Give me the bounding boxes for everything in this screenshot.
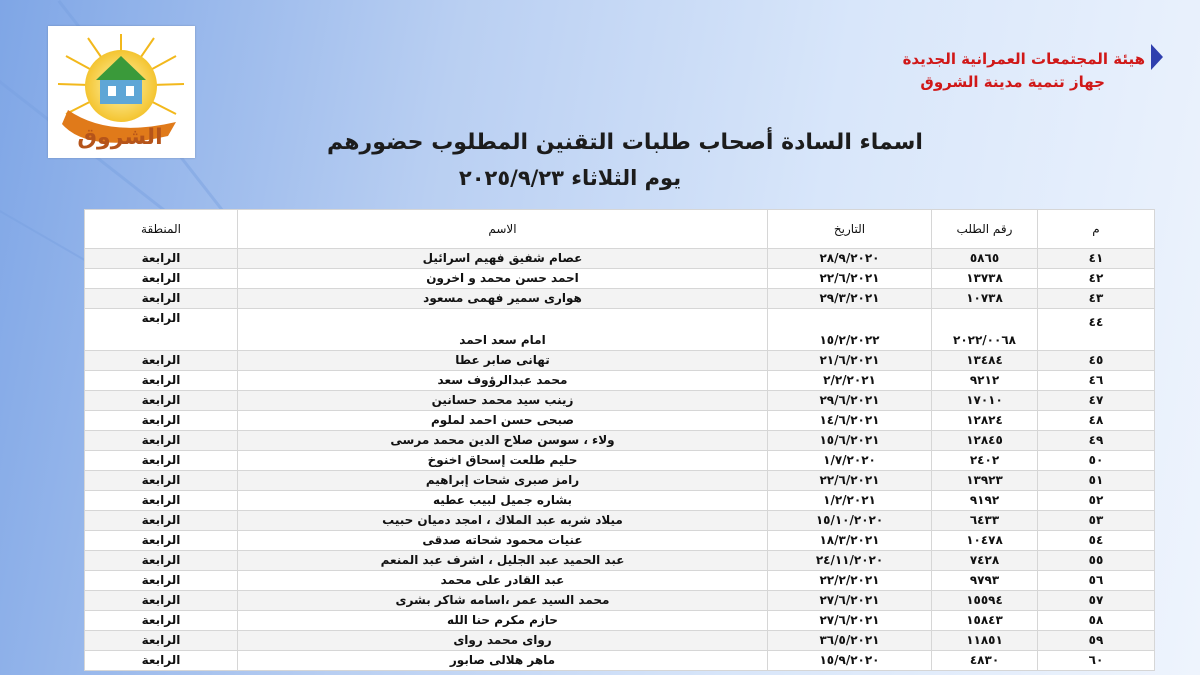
table-row — [85, 249, 1155, 269]
applicant-name: رامز صبرى شحات إبراهيم — [238, 471, 768, 491]
table-row — [85, 309, 1155, 351]
attendees-table — [84, 209, 1154, 671]
request-date: ٢٩/٦/٢٠٢١ — [768, 391, 932, 411]
applicant-name: عنيات محمود شحاته صدقى — [238, 531, 768, 551]
applicant-name: هوارى سمير فهمى مسعود — [238, 289, 768, 309]
applicant-name: رواى محمد رواى — [238, 631, 768, 651]
request-number: ١٢٨٤٥ — [932, 431, 1038, 451]
request-date: ٢٢/٢/٢٠٢١ — [768, 571, 932, 591]
area-name: الرابعة — [85, 471, 238, 491]
table-row — [85, 289, 1155, 309]
area-name: الرابعة — [85, 511, 238, 531]
request-date: ٢٩/٣/٢٠٢١ — [768, 289, 932, 309]
row-number: ٤٢ — [1038, 269, 1155, 289]
row-number: ٥٥ — [1038, 551, 1155, 571]
request-number: ٩١٩٢ — [932, 491, 1038, 511]
area-name: الرابعة — [85, 451, 238, 471]
area-name: الرابعة — [85, 531, 238, 551]
table-row — [85, 411, 1155, 431]
applicant-name: حازم مكرم حنا الله — [238, 611, 768, 631]
request-date: ٢٢/٦/٢٠٢١ — [768, 471, 932, 491]
area-name: الرابعة — [85, 591, 238, 611]
request-number: ٢٤٠٢ — [932, 451, 1038, 471]
request-date: ٢١/٦/٢٠٢١ — [768, 351, 932, 371]
column-header-area: المنطقة — [85, 210, 238, 249]
table-row — [85, 531, 1155, 551]
logo — [48, 26, 195, 158]
request-number: ١٠٤٧٨ — [932, 531, 1038, 551]
area-name: الرابعة — [85, 651, 238, 671]
applicant-name: ميلاد شربه عبد الملاك ، امجد دميان حبيب — [238, 511, 768, 531]
arrow-accent-icon — [1150, 42, 1164, 72]
area-name: الرابعة — [85, 571, 238, 591]
row-number: ٤٩ — [1038, 431, 1155, 451]
area-name: الرابعة — [85, 371, 238, 391]
area-name: الرابعة — [85, 391, 238, 411]
applicant-name: تهانى صابر عطا — [238, 351, 768, 371]
request-date: ١٥/١٠/٢٠٢٠ — [768, 511, 932, 531]
table-row — [85, 351, 1155, 371]
applicant-name: احمد حسن محمد و اخرون — [238, 269, 768, 289]
request-date: ١٥/٦/٢٠٢١ — [768, 431, 932, 451]
applicant-name: امام سعد احمد — [238, 309, 768, 351]
request-date: ٣٦/٥/٢٠٢١ — [768, 631, 932, 651]
area-name: الرابعة — [85, 249, 238, 269]
area-name: الرابعة — [85, 551, 238, 571]
request-number: ٩٧٩٣ — [932, 571, 1038, 591]
request-number: ٦٤٣٣ — [932, 511, 1038, 531]
column-header-request-number: رقم الطلب — [932, 210, 1038, 249]
request-number: ١٥٥٩٤ — [932, 591, 1038, 611]
area-name: الرابعة — [85, 351, 238, 371]
request-number: ١٣٧٣٨ — [932, 269, 1038, 289]
request-date: ٢٨/٩/٢٠٢٠ — [768, 249, 932, 269]
row-number: ٤٥ — [1038, 351, 1155, 371]
request-date: ١/٢/٢٠٢١ — [768, 491, 932, 511]
request-date: ١٨/٣/٢٠٢١ — [768, 531, 932, 551]
request-number: ١٣٩٢٣ — [932, 471, 1038, 491]
request-number: ١٠٧٣٨ — [932, 289, 1038, 309]
row-number: ٥٣ — [1038, 511, 1155, 531]
request-date: ٢٧/٦/٢٠٢١ — [768, 611, 932, 631]
applicant-name: محمد عبدالرؤوف سعد — [238, 371, 768, 391]
request-date: ٢٤/١١/٢٠٢٠ — [768, 551, 932, 571]
row-number: ٥٢ — [1038, 491, 1155, 511]
row-number: ٥١ — [1038, 471, 1155, 491]
row-number: ٥٩ — [1038, 631, 1155, 651]
request-date: ٢٧/٦/٢٠٢١ — [768, 591, 932, 611]
table-row — [85, 391, 1155, 411]
org-branch: جهاز تنمية مدينة الشروق — [920, 73, 1105, 91]
page-title: اسماء السادة أصحاب طلبات التقنين المطلوب حضورهم — [327, 130, 923, 155]
request-number: ١٥٨٤٣ — [932, 611, 1038, 631]
applicant-name: صبحى حسن احمد لملوم — [238, 411, 768, 431]
row-number: ٥٨ — [1038, 611, 1155, 631]
request-number: ١٢٨٢٤ — [932, 411, 1038, 431]
area-name: الرابعة — [85, 491, 238, 511]
table-row — [85, 511, 1155, 531]
page-subtitle: يوم الثلاثاء ٢٠٢٥/٩/٢٣ — [458, 166, 682, 190]
area-name: الرابعة — [85, 289, 238, 309]
request-number: ٩٢١٢ — [932, 371, 1038, 391]
table-row — [85, 471, 1155, 491]
org-name: هيئة المجتمعات العمرانية الجديدة — [902, 50, 1145, 68]
row-number: ٤٧ — [1038, 391, 1155, 411]
request-date: ٢/٢/٢٠٢١ — [768, 371, 932, 391]
row-number: ٤٤ — [1038, 309, 1155, 351]
column-header-name: الاسم — [238, 210, 768, 249]
table-row — [85, 611, 1155, 631]
applicant-name: عبد القادر على محمد — [238, 571, 768, 591]
organization-header — [903, 48, 1145, 94]
request-number: ٤٨٣٠ — [932, 651, 1038, 671]
request-date: ١/٧/٢٠٢٠ — [768, 451, 932, 471]
row-number: ٥٠ — [1038, 451, 1155, 471]
table-row — [85, 451, 1155, 471]
area-name: الرابعة — [85, 611, 238, 631]
table-row — [85, 491, 1155, 511]
row-number: ٤٣ — [1038, 289, 1155, 309]
request-date: ١٥/٩/٢٠٢٠ — [768, 651, 932, 671]
table-row — [85, 591, 1155, 611]
table-row — [85, 551, 1155, 571]
row-number: ٤٨ — [1038, 411, 1155, 431]
column-header-number: م — [1038, 210, 1155, 249]
applicant-name: زينب سيد محمد حسانين — [238, 391, 768, 411]
table-row — [85, 651, 1155, 671]
row-number: ٥٤ — [1038, 531, 1155, 551]
area-name: الرابعة — [85, 631, 238, 651]
row-number: ٤١ — [1038, 249, 1155, 269]
request-number: ١١٨٥١ — [932, 631, 1038, 651]
request-number: ٧٤٢٨ — [932, 551, 1038, 571]
applicant-name: عبد الحميد عبد الجليل ، اشرف عبد المنعم — [238, 551, 768, 571]
table-row — [85, 431, 1155, 451]
row-number: ٦٠ — [1038, 651, 1155, 671]
table-row — [85, 631, 1155, 651]
el-shorouk-logo-icon — [48, 26, 195, 158]
request-date: ١٤/٦/٢٠٢١ — [768, 411, 932, 431]
row-number: ٤٦ — [1038, 371, 1155, 391]
request-date: ٢٢/٦/٢٠٢١ — [768, 269, 932, 289]
area-name: الرابعة — [85, 309, 238, 351]
table-row — [85, 571, 1155, 591]
request-number: ٥٨٦٥ — [932, 249, 1038, 269]
table-row — [85, 371, 1155, 391]
request-number: ٢٠٢٢/٠٠٦٨ — [932, 309, 1038, 351]
row-number: ٥٧ — [1038, 591, 1155, 611]
request-number: ١٣٤٨٤ — [932, 351, 1038, 371]
area-name: الرابعة — [85, 269, 238, 289]
applicant-name: عصام شفيق فهيم اسرائيل — [238, 249, 768, 269]
table-header-row — [85, 210, 1155, 249]
request-date: ١٥/٢/٢٠٢٢ — [768, 309, 932, 351]
request-number: ١٧٠١٠ — [932, 391, 1038, 411]
area-name: الرابعة — [85, 411, 238, 431]
logo-text: الشروق — [77, 125, 163, 150]
table-row — [85, 269, 1155, 289]
applicant-name: ولاء ، سوسن صلاح الدين محمد مرسى — [238, 431, 768, 451]
applicant-name: محمد السيد عمر ،اسامه شاكر بشرى — [238, 591, 768, 611]
column-header-date: التاريخ — [768, 210, 932, 249]
area-name: الرابعة — [85, 431, 238, 451]
row-number: ٥٦ — [1038, 571, 1155, 591]
applicant-name: ماهر هلالى صابور — [238, 651, 768, 671]
applicant-name: بشاره جميل لبيب عطيه — [238, 491, 768, 511]
applicant-name: حليم طلعت إسحاق اخنوخ — [238, 451, 768, 471]
